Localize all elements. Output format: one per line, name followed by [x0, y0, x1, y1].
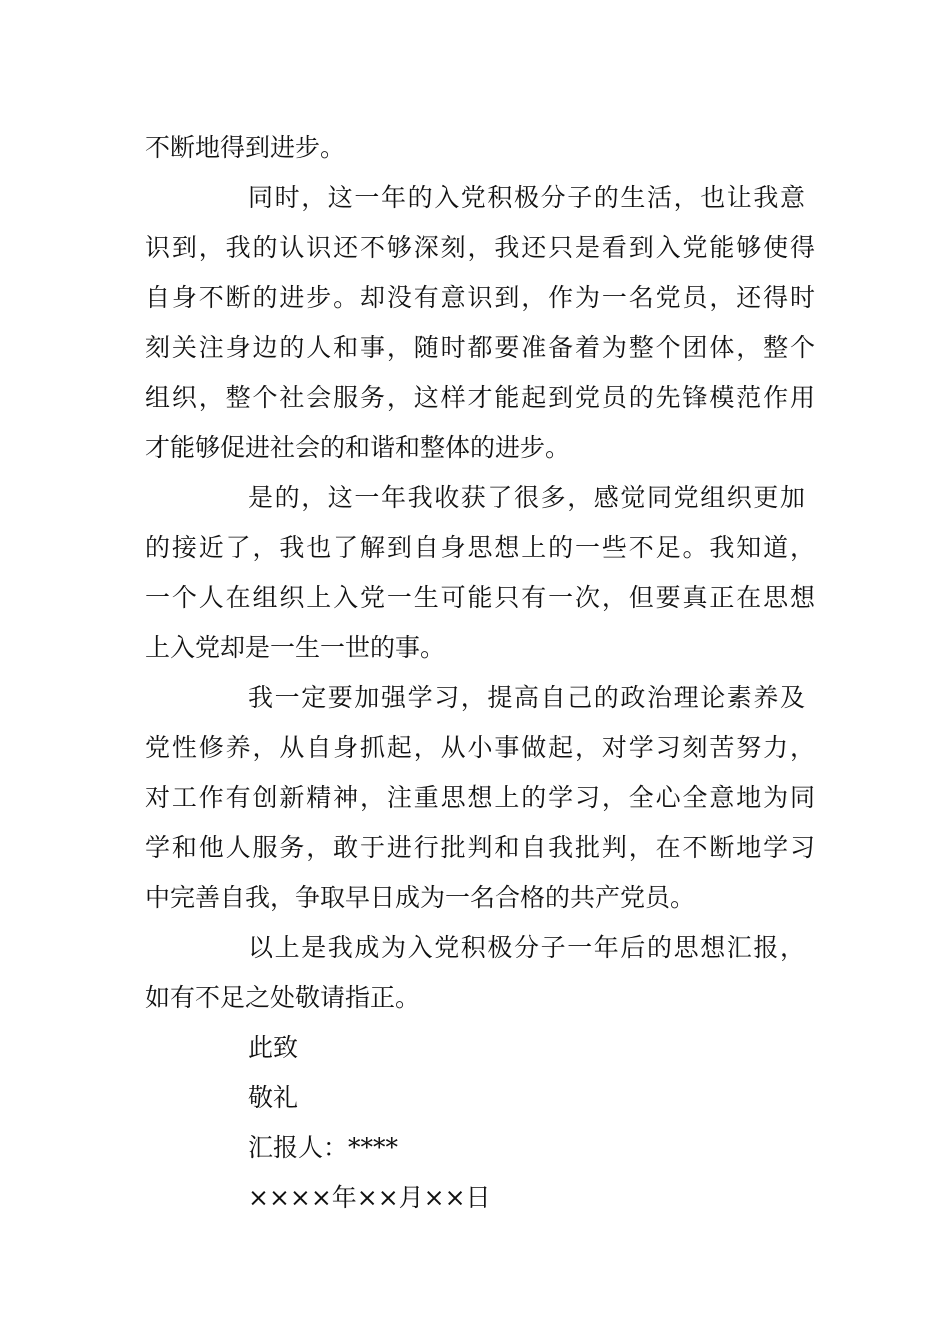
paragraph-line: 学和他人服务，敢于进行批判和自我批判，在不断地学习 — [145, 833, 815, 862]
paragraph-line: 刻关注身边的人和事，随时都要准备着为整个团体，整个 — [145, 333, 815, 362]
paragraph-line: 一个人在组织上入党一生可能只有一次，但要真正在思想 — [145, 583, 815, 612]
paragraph-line: 中完善自我，争取早日成为一名合格的共产党员。 — [145, 883, 696, 912]
paragraph-line: 是的，这一年我收获了很多，感觉同党组织更加 — [248, 483, 805, 512]
paragraph-line: 对工作有创新精神，注重思想上的学习，全心全意地为同 — [145, 783, 815, 812]
report-date: ××××年××月××日 — [248, 1183, 491, 1212]
paragraph-line: 党性修养，从自身抓起，从小事做起，对学习刻苦努力， — [145, 733, 815, 762]
paragraph-line: 识到，我的认识还不够深刻，我还只是看到入党能够使得 — [145, 233, 815, 262]
paragraph-line: 同时，这一年的入党积极分子的生活，也让我意 — [248, 183, 805, 212]
paragraph-line: 我一定要加强学习，提高自己的政治理论素养及 — [248, 683, 805, 712]
reporter-signature: 汇报人：**** — [248, 1133, 399, 1162]
paragraph-line: 上入党却是一生一世的事。 — [145, 633, 446, 662]
closing-salutation: 此致 — [248, 1033, 299, 1062]
paragraph-line: 以上是我成为入党积极分子一年后的思想汇报， — [248, 933, 805, 962]
paragraph-line: 才能够促进社会的和谐和整体的进步。 — [145, 433, 571, 462]
closing-regards: 敬礼 — [248, 1083, 299, 1112]
paragraph-line: 如有不足之处敬请指正。 — [145, 983, 421, 1012]
paragraph-line: 不断地得到进步。 — [145, 133, 346, 162]
paragraph-line: 组织，整个社会服务，这样才能起到党员的先锋模范作用 — [145, 383, 815, 412]
paragraph-line: 自身不断的进步。却没有意识到，作为一名党员，还得时 — [145, 283, 815, 312]
paragraph-line: 的接近了，我也了解到自身思想上的一些不足。我知道， — [145, 533, 815, 562]
